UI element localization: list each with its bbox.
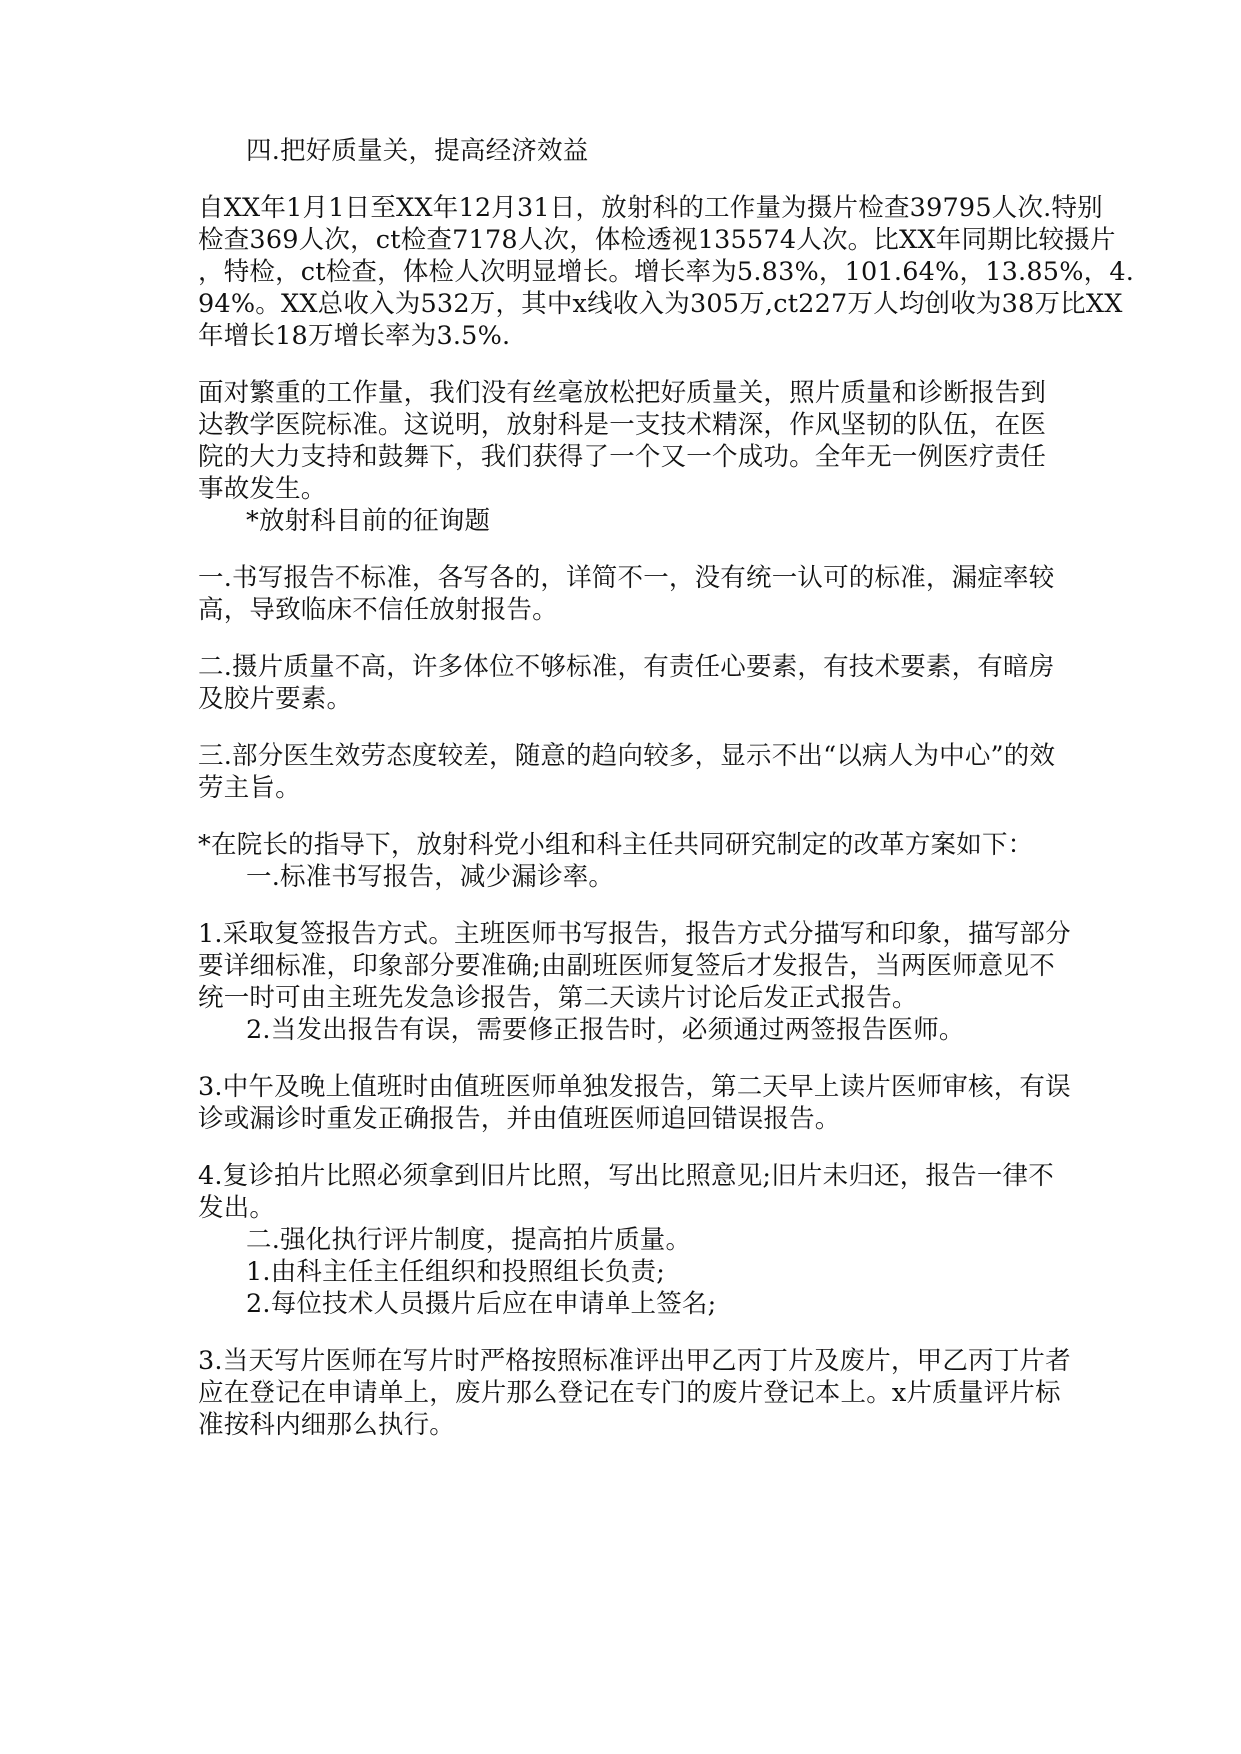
section-heading: *放射科目前的征询题	[246, 506, 491, 536]
paragraph-line: 达教学医院标准。这说明，放射科是一支技术精深，作风坚韧的队伍，在医	[198, 410, 1047, 440]
paragraph-line: 三.部分医生效劳态度较差，随意的趋向较多，显示不出“以病人为中心”的效	[198, 741, 1056, 771]
paragraph-line: 要详细标准，印象部分要准确;由副班医师复签后才发报告，当两医师意见不	[198, 951, 1055, 981]
list-item: 1.由科主任主任组织和投照组长负责;	[246, 1257, 666, 1287]
paragraph-line: 发出。	[198, 1193, 276, 1223]
list-item: 2.当发出报告有误，需要修正报告时，必须通过两签报告医师。	[246, 1015, 965, 1045]
paragraph-line: 应在登记在申请单上，废片那么登记在专门的废片登记本上。x片质量评片标	[198, 1378, 1061, 1408]
paragraph-line: 院的大力支持和鼓舞下，我们获得了一个又一个成功。全年无一例医疗责任	[198, 442, 1047, 472]
paragraph-line: 准按科内细那么执行。	[198, 1410, 456, 1440]
paragraph-line: 自XX年1月1日至XX年12月31日，放射科的工作量为摄片检查39795人次.特别	[198, 193, 1103, 223]
paragraph-line: 诊或漏诊时重发正确报告，并由值班医师追回错误报告。	[198, 1104, 841, 1134]
paragraph-line: 年增长18万增长率为3.5%.	[198, 321, 511, 351]
list-item: 2.每位技术人员摄片后应在申请单上签名;	[246, 1289, 717, 1319]
paragraph-line: *在院长的指导下，放射科党小组和科主任共同研究制定的改革方案如下：	[198, 830, 1034, 860]
paragraph-line: 劳主旨。	[198, 773, 301, 803]
paragraph-line: 3.当天写片医师在写片时严格按照标准评出甲乙丙丁片及废片，甲乙丙丁片者	[198, 1346, 1071, 1376]
paragraph-line: 事故发生。	[198, 474, 327, 504]
paragraph-line: 统一时可由主班先发急诊报告，第二天读片讨论后发正式报告。	[198, 983, 918, 1013]
paragraph-line: 面对繁重的工作量，我们没有丝毫放松把好质量关，照片质量和诊断报告到	[198, 378, 1047, 408]
paragraph-line: 一.书写报告不标准，各写各的，详简不一，没有统一认可的标准，漏症率较	[198, 563, 1055, 593]
paragraph-line: 4.复诊拍片比照必须拿到旧片比照，写出比照意见;旧片未归还，报告一律不	[198, 1161, 1054, 1191]
paragraph-line: 及胶片要素。	[198, 684, 353, 714]
paragraph-line: 94%。XX总收入为532万，其中x线收入为305万,ct227万人均创收为38万比XX	[198, 289, 1123, 319]
paragraph-line: 二.摄片质量不高，许多体位不够标准，有责任心要素，有技术要素，有暗房	[198, 652, 1055, 682]
paragraph-line: 1.采取复签报告方式。主班医师书写报告，报告方式分描写和印象，描写部分	[198, 919, 1071, 949]
paragraph-line: 检查369人次，ct检查7178人次，体检透视135574人次。比XX年同期比较摄片	[198, 225, 1116, 255]
paragraph-line: ，特检，ct检查，体检人次明显增长。增长率为5.83%，101.64%，13.85%，4.	[198, 257, 1135, 287]
section-heading: 四.把好质量关，提高经济效益	[246, 136, 589, 166]
section-heading: 二.强化执行评片制度，提高拍片质量。	[246, 1225, 692, 1255]
paragraph-line: 高，导致临床不信任放射报告。	[198, 595, 558, 625]
paragraph-line: 3.中午及晚上值班时由值班医师单独发报告，第二天早上读片医师审核，有误	[198, 1072, 1071, 1102]
section-heading: 一.标准书写报告，减少漏诊率。	[246, 862, 615, 892]
